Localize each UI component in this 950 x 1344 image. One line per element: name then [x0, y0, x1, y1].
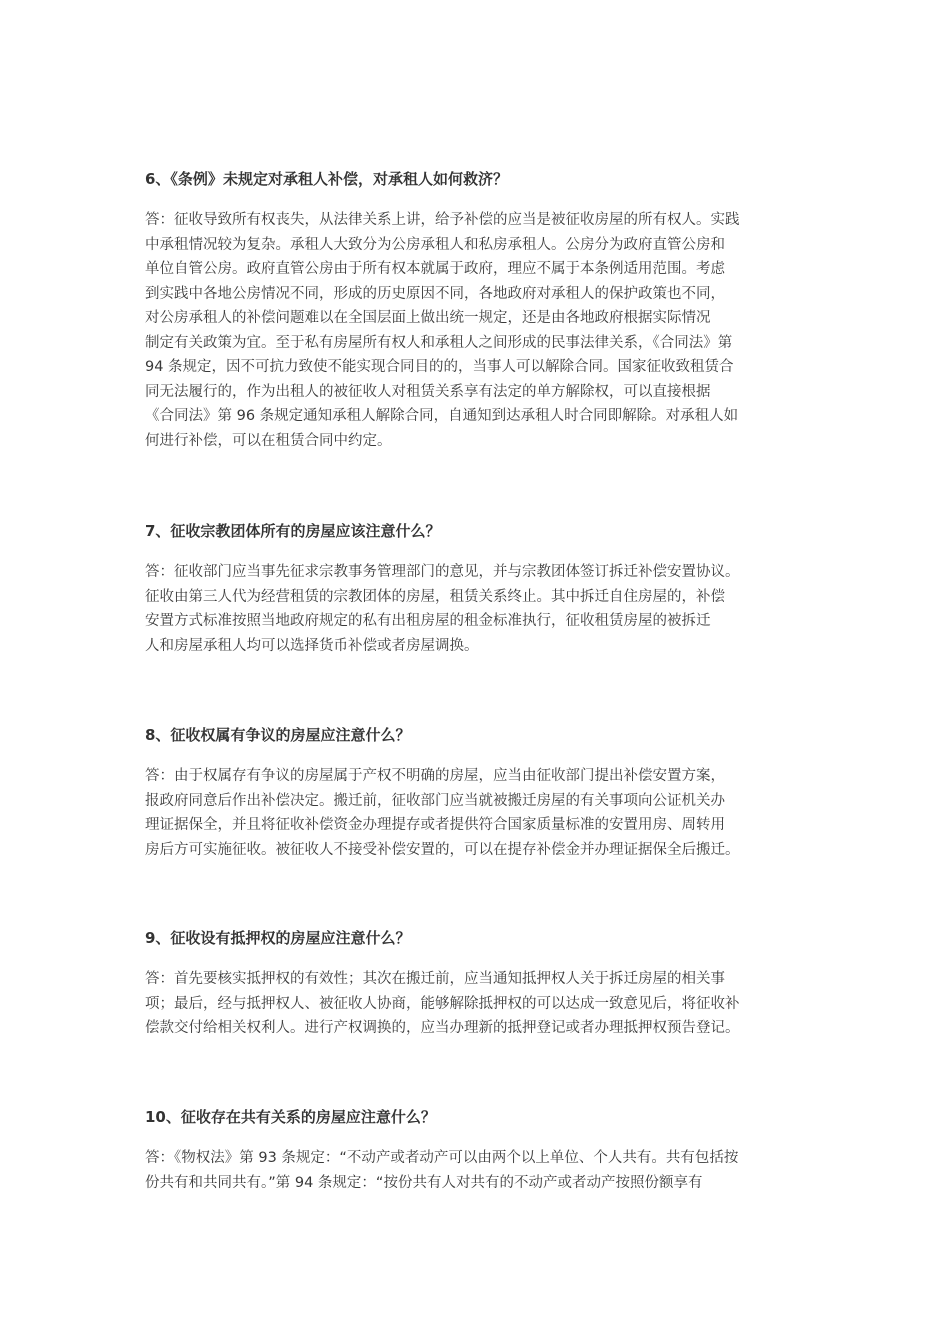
question-title: 6、《条例》未规定对承租人补偿，对承租人如何救济？ [145, 170, 508, 188]
answer-line: 安置方式标准按照当地政府规定的私有出租房屋的租金标准执行，征收租赁房屋的被拆迁 [145, 613, 711, 629]
question-title: 7、征收宗教团体所有的房屋应该注意什么？ [145, 522, 441, 540]
answer-line: 项；最后，经与抵押权人、被征收人协商，能够解除抵押权的可以达成一致意见后，将征收补 [145, 995, 740, 1012]
answer-line: 94 条规定，因不可抗力致使不能实现合同目的的，当事人可以解除合同。国家征收致租赁合 [145, 359, 734, 375]
answer-line: 房后方可实施征收。被征收人不接受补偿安置的，可以在提存补偿金并办理证据保全后搬迁。 [145, 841, 740, 858]
answer-text [145, 764, 825, 862]
answer-line: 答：由于权属存有争议的房屋属于产权不明确的房屋，应当由征收部门提出补偿安置方案， [145, 768, 725, 784]
section-q7 [145, 521, 825, 658]
question-title: 10、征收存在共有关系的房屋应注意什么？ [145, 1108, 436, 1126]
answer-text [145, 1146, 825, 1195]
answer-line: 答：首先要核实抵押权的有效性；其次在搬迁前，应当通知抵押权人关于拆迁房屋的相关事 [145, 971, 725, 987]
answer-line: 对公房承租人的补偿问题难以在全国层面上做出统一规定，还是由各地政府根据实际情况 [145, 310, 711, 326]
answer-line: 偿款交付给相关权利人。进行产权调换的，应当办理新的抵押登记或者办理抵押权预告登记。 [145, 1020, 740, 1036]
answer-line: 单位自管公房。政府直管公房由于所有权本就属于政府，理应不属于本条例适用范围。考虑 [145, 261, 725, 277]
answer-line: 份共有和共同共有。”第 94 条规定：“按份共有人对共有的不动产或者动产按照份额享有 [145, 1174, 703, 1191]
answer-text [145, 967, 825, 1041]
question-title: 8、征收权属有争议的房屋应注意什么？ [145, 726, 411, 744]
answer-line: 答：《物权法》第 93 条规定：“不动产或者动产可以由两个以上单位、个人共有。共有包括按 [145, 1150, 739, 1166]
answer-line: 答：征收导致所有权丧失，从法律关系上讲，给予补偿的应当是被征收房屋的所有权人。实践 [145, 212, 740, 228]
answer-line: 制定有关政策为宜。至于私有房屋所有权人和承租人之间形成的民事法律关系，《合同法》第 [145, 334, 733, 351]
answer-line: 征收由第三人代为经营租赁的宗教团体的房屋，租赁关系终止。其中拆迁自住房屋的，补偿 [145, 588, 725, 605]
section-q6 [145, 169, 825, 453]
answer-line: 答：征收部门应当事先征求宗教事务管理部门的意见，并与宗教团体签订拆迁补偿安置协议。 [145, 564, 740, 580]
answer-line: 理证据保全，并且将征收补偿资金办理提存或者提供符合国家质量标准的安置用房、周转用 [145, 817, 725, 833]
answer-line: 人和房屋承租人均可以选择货币补偿或者房屋调换。 [145, 637, 479, 654]
answer-line: 到实践中各地公房情况不同，形成的历史原因不同，各地政府对承租人的保护政策也不同， [145, 285, 725, 302]
answer-text [145, 208, 825, 453]
answer-line: 何进行补偿，可以在租赁合同中约定。 [145, 432, 392, 449]
section-q9 [145, 928, 825, 1041]
section-q10 [145, 1107, 825, 1195]
answer-line: 报政府同意后作出补偿决定。搬迁前，征收部门应当就被搬迁房屋的有关事项向公证机关办 [145, 792, 725, 809]
answer-text [145, 560, 825, 658]
answer-line: 同无法履行的，作为出租人的被征收人对租赁关系享有法定的单方解除权，可以直接根据 [145, 383, 711, 400]
answer-line: 《合同法》第 96 条规定通知承租人解除合同，自通知到达承租人时合同即解除。对承租人如 [145, 408, 739, 424]
answer-line: 中承租情况较为复杂。承租人大致分为公房承租人和私房承租人。公房分为政府直管公房和 [145, 236, 725, 253]
question-title: 9、征收设有抵押权的房屋应注意什么？ [145, 929, 411, 947]
section-q8 [145, 725, 825, 862]
